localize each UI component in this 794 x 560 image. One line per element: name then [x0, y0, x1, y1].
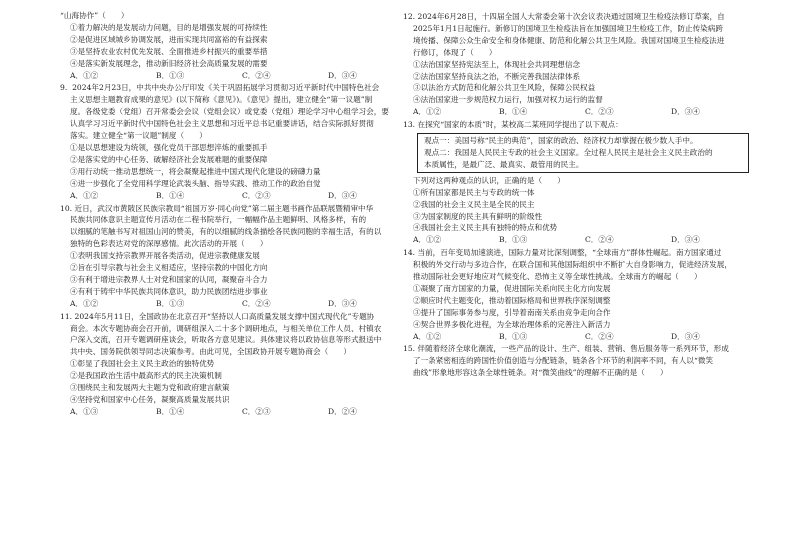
q12-answer-d[interactable]: D．③④ — [671, 107, 700, 117]
q12-stem-line-1: 2024年6月28日，十四届全国人大常委会第十次会议表决通过国境卫生检疫法修订草案，自 — [417, 12, 725, 21]
q10-answer-a[interactable]: A．①② — [70, 298, 99, 308]
question-12 — [403, 11, 753, 118]
question-10 — [60, 203, 410, 310]
question-11 — [60, 311, 410, 418]
q11-option-4: ④坚持党和国家中心任务，凝聚高质量发展共识 — [70, 395, 230, 404]
q13-answers — [403, 234, 753, 246]
q15-stem-line-1: 伴随着经济全球化潮流，一些产品的设计、生产、组装、营销、售后服务等一系列环节，形成 — [417, 344, 729, 354]
q9-answer-a[interactable]: A．①② — [70, 190, 99, 200]
q9-stem-line-1: 2024年2月23日，中共中央办公厅印发《关于巩固拓展学习贯彻习近平新时代中国特色社会 — [72, 83, 380, 93]
q9-answer-d[interactable]: D．③④ — [328, 190, 357, 200]
q10-answer-d[interactable]: D．③④ — [328, 298, 357, 308]
q13-option-2: ②我国的社会主义民主是全民的民主 — [413, 199, 535, 209]
q8-option-3: ③是坚持农业农村优先发展、全面推进乡村振兴的重要举措 — [70, 46, 268, 56]
q11-stem-line-4: 共中央、国务院供领导同志决策参考。由此可见，全国政协开展专题协商会（ ） — [70, 347, 351, 357]
q12-stem-line-3: 境传播、保障公众生命安全和身体健康、防范和化解公共卫生风险。我国对国境卫生检疫法进 — [413, 35, 725, 45]
q9-option-2: ②是落实党的中心任务、破解经济社会发展难题的重要保障 — [70, 154, 268, 164]
q13-viewpoint-2: 观点二：我国是人民民主专政的社会主义国家。全过程人民民主是社会主义民主政治的 — [424, 147, 713, 157]
q13-option-4: ④我国社会主义民主具有独特的特点和优势 — [413, 223, 558, 233]
q14-answer-c[interactable]: C．②④ — [585, 331, 614, 341]
q9-stem-line-2: 主义思想主题教育成果的意见》(以下简称《意见》)。《意见》提出，建立健全“第一议题”制 — [70, 95, 373, 105]
question-14 — [403, 247, 753, 342]
q11-number: 11. — [60, 311, 73, 321]
q13-answer-a[interactable]: A．①② — [413, 235, 442, 245]
q13-answer-b[interactable]: B．①③ — [499, 235, 528, 245]
q14-stem-line-2: 积极的外交行动与多边合作，在联合国和其他国际组织中不断扩大自身影响力，促进经济发展， — [413, 260, 732, 270]
q11-option-2: ②是我国政治生活中最高形式的民主决策机制 — [70, 371, 222, 381]
q11-stem-line-2: 商会。本次专题协商会召开前，调研组深入二十多个调研地点，与相关单位工作人员、村镇农 — [70, 323, 382, 333]
q12-option-4: ④法治国家进一步规范权力运行，加强对权力运行的监督 — [413, 95, 603, 105]
q13-answer-d[interactable]: D．③④ — [671, 235, 700, 245]
q12-number: 12. — [403, 12, 416, 21]
q12-answers — [403, 106, 753, 118]
q10-stem-line-1: 近日，武汉市黄陂区民族宗教局“祖国万岁·同心向党”第二届主题书画作品联展暨精审中华 — [74, 203, 374, 213]
right-column — [403, 10, 753, 379]
q11-answers — [60, 406, 410, 418]
q15-stem-line-2: 了一条紧密相连的跨国性价值创造与分配链条，链条各个环节的利润率不同，有人以“微笑 — [413, 356, 714, 366]
q9-stem-line-4: 认真学习习近平新时代中国特色社会主义思想和习近平总书记重要讲话，结合实际抓好贯彻 — [70, 119, 374, 129]
q11-stem-line-1: 2024年5月11日，全国政协在北京召开“坚持以人口高质量发展支撑中国式现代化”专题协 — [74, 311, 375, 321]
question-15 — [403, 343, 753, 379]
q14-option-4: ④契合世界多极化进程，为全球治理体系的完善注入新活力 — [413, 319, 611, 329]
q13-answer-c[interactable]: C．②④ — [585, 235, 614, 245]
q12-stem-line-4: 行修订，体现了（ ） — [413, 47, 497, 57]
q14-option-1: ①凝聚了南方国家的力量，促进国际关系向民主化方向发展 — [413, 283, 611, 293]
question-13 — [403, 119, 753, 246]
q10-answers — [60, 298, 410, 310]
q14-option-2: ②顺应时代主题变化，推动着国际格局和世界秩序深刻调整 — [413, 295, 611, 305]
q8-answer-a[interactable]: A．①② — [70, 70, 99, 80]
q14-stem-line-1: 当前，百年变局加速演进，国际力量对比深刻调整，“全球南方”群体性崛起。南方国家通过 — [417, 248, 722, 258]
q9-option-3: ③用行动统一推动思想统一，将会凝聚起推进中国式现代化建设的磅礴力量 — [70, 166, 321, 176]
q15-stem-line-3: 曲线”形象地形容这条全球性链条。对“微笑曲线”的理解不正确的是（ ） — [413, 368, 668, 378]
q10-answer-b[interactable]: B．①③ — [156, 298, 185, 308]
q8-answer-b[interactable]: B．①③ — [156, 70, 185, 80]
q11-option-3: ③围绕民主和发展两大主题为党和政府建言献策 — [70, 383, 230, 393]
q9-number: 9. — [60, 83, 68, 93]
q13-prompt: 下列对这两种观点的认识，正确的是（ ） — [413, 175, 565, 185]
q10-stem-line-3: 以细腻的笔触书写对祖国山河的赞美，有的以细腻的线条描绘各民族同胞的幸福生活，有的以 — [70, 227, 382, 237]
q9-option-4: ④进一步强化了全党用科学理论武装头脑、指导实践、推动工作的政治自觉 — [70, 178, 321, 188]
q8-option-2: ②是促进区域城乡协调发展，进而实现共同富裕的有益探索 — [70, 34, 268, 44]
q10-number: 10. — [60, 203, 73, 213]
q9-stem-line-3: 度。各级党委（党组）召开常委会会议（党组会议）或党委（党组）理论学习中心组学习会，要 — [70, 107, 389, 117]
q12-option-2: ②法治国家坚持良法之治，不断完善我国法律体系 — [413, 71, 581, 81]
q14-answer-a[interactable]: A．①② — [413, 331, 442, 341]
q12-answer-b[interactable]: B．①④ — [499, 107, 528, 117]
q9-stem-line-5: 落实。建立健全“第一议题”制度（ ） — [70, 131, 207, 141]
q10-stem-line-4: 独特的色彩表达对党的深厚感情。此次活动的开展（ ） — [70, 239, 268, 249]
q13-viewpoint-1: 观点一：美国号称“民主的典范”，国家的政治、经济权力却掌握在极少数人手中。 — [424, 136, 698, 146]
q10-option-3: ③有利于增进宗教界人士对党和国家的认同，凝聚奋斗合力 — [70, 274, 268, 284]
q14-answers — [403, 331, 753, 343]
q10-answer-c[interactable]: C．②④ — [242, 298, 271, 308]
q13-viewpoint-box — [417, 133, 749, 173]
q11-option-1: ①彰显了我国社会主义民主政治的独特优势 — [70, 359, 215, 369]
q12-answer-a[interactable]: A．①② — [413, 107, 442, 117]
q15-number: 15. — [403, 344, 416, 354]
q8-answers — [60, 70, 410, 82]
q8-option-1: ①着力解决的是发展动力问题，目的是增强发展的可持续性 — [70, 22, 268, 32]
q14-answer-d[interactable]: D．③④ — [671, 331, 700, 341]
q13-option-3: ③为国家制度的民主具有鲜明的阶级性 — [413, 211, 543, 221]
q14-number: 14. — [403, 248, 416, 258]
q13-option-1: ①所有国家都是民主与专政的统一体 — [413, 187, 535, 197]
left-column — [60, 10, 410, 418]
q11-stem-line-3: 户深入交流，召开专题调研座谈会，听取各方意见建议。具体建议将以政协信息等形式报送中 — [70, 335, 382, 345]
q11-answer-d[interactable]: D．②④ — [328, 406, 357, 416]
q10-option-2: ②旨在引导宗教与社会主义相适应，坚持宗教的中国化方向 — [70, 263, 268, 273]
q12-stem-line-2: 2025年1月1日起施行。新修订的国境卫生检疫法旨在加强国境卫生检疫工作，防止传染病跨 — [413, 23, 723, 33]
q8-stem: “山海协作”（ ） — [60, 11, 129, 20]
q8-answer-d[interactable]: D．③④ — [328, 70, 357, 80]
q10-option-4: ④有利于铸牢中华民族共同体意识，助力民族团结进步事业 — [70, 286, 268, 296]
q13-viewpoint-2-cont: 本质属性，是最广泛、最真实、最管用的民主。 — [424, 159, 584, 169]
q14-answer-b[interactable]: B．①③ — [499, 331, 528, 341]
q14-option-3: ③提升了国际事务参与度，引导着南南关系由竞争走向合作 — [413, 307, 611, 317]
q14-stem-line-3: 推动国际社会更好地应对气候变化、恐怖主义等全球性挑战。全球南方的崛起（ ） — [413, 272, 702, 282]
q13-number: 13. — [403, 120, 416, 130]
q9-answer-c[interactable]: C．②③ — [242, 190, 271, 200]
q11-answer-b[interactable]: B．①④ — [156, 406, 185, 416]
q11-answer-a[interactable]: A．①③ — [70, 406, 99, 416]
q9-answers — [60, 190, 410, 202]
q8-option-4: ④是落实新发展理念，推动新旧经济社会高质量发展的需要 — [70, 58, 268, 68]
q10-stem-line-2: 民族共同体意识主题宣传月活动在二程书院举行，一幅幅作品主题鲜明、风格多样，有的 — [70, 215, 367, 225]
q10-option-1: ①表明我国支持宗教界开展各类活动，促进宗教健康发展 — [70, 251, 260, 261]
q9-answer-b[interactable]: B．①④ — [156, 190, 185, 200]
q12-option-3: ③以法治方式防范和化解公共卫生风险，保障公民权益 — [413, 83, 596, 93]
q8-answer-c[interactable]: C．②④ — [242, 70, 271, 80]
q13-intro: 在探究“国家的本质”时，某校高二某班同学提出了以下观点： — [417, 120, 623, 130]
q9-option-1: ①是以思想建设为统领，强化党员干部思想淬炼的重要抓手 — [70, 142, 268, 152]
q11-answer-c[interactable]: C．②③ — [242, 406, 271, 416]
q12-option-1: ①法治国家坚持宪法至上，体现社会共同理想信念 — [413, 59, 581, 69]
question-9 — [60, 82, 410, 201]
q12-answer-c[interactable]: C．②③ — [585, 107, 614, 117]
